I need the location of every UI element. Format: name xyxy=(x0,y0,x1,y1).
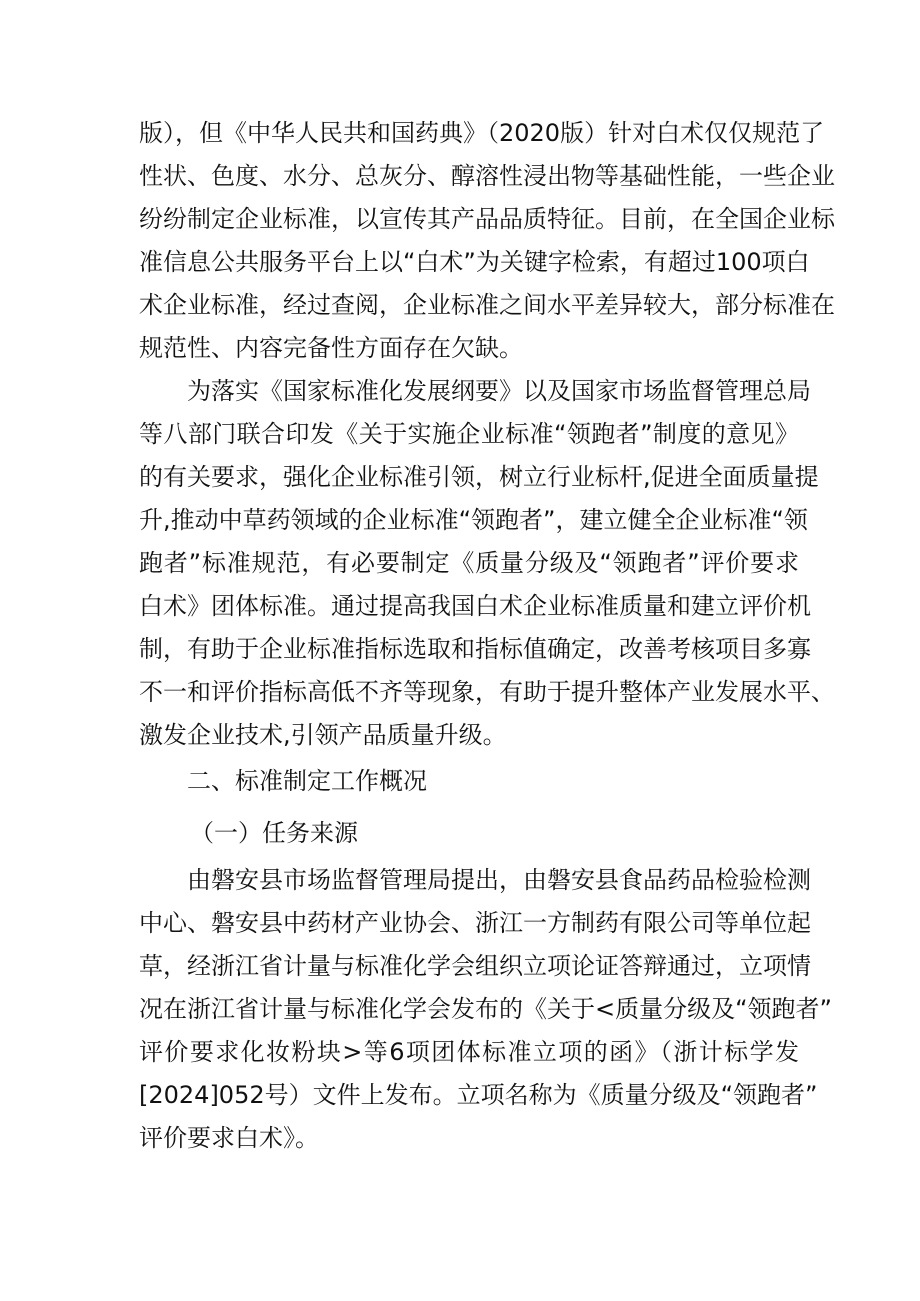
paragraph-2-line-7: 制，有助于企业标准指标选取和指标值确定，改善考核项目多寡 xyxy=(139,635,811,663)
paragraph-2-line-8: 不一和评价指标高低不齐等现象，有助于提升整体产业发展水平、 xyxy=(139,678,835,706)
paragraph-2-line-4: 升,推动中草药领域的企业标准“领跑者”，建立健全企业标准“领 xyxy=(139,506,808,534)
paragraph-3-line-4: 况在浙江省计量与标准化学会发布的《关于<质量分级及“领跑者” xyxy=(139,995,832,1023)
paragraph-1-line-1: 版），但《中华人民共和国药典》（2020版）针对白术仅仅规范了 xyxy=(139,119,825,147)
paragraph-2-line-3: 的有关要求，强化企业标准引领，树立行业标杆,促进全面质量提 xyxy=(139,463,819,491)
paragraph-3-line-6: [2024]052号）文件上发布。立项名称为《质量分级及“领跑者” xyxy=(139,1081,818,1109)
paragraph-1-line-5: 术企业标准，经过查阅，企业标准之间水平差异较大，部分标准在 xyxy=(139,291,835,319)
paragraph-2-line-2: 等八部门联合印发《关于实施企业标准“领跑者”制度的意见》 xyxy=(139,420,799,448)
paragraph-1-line-4: 准信息公共服务平台上以“白术”为关键字检索，有超过100项白 xyxy=(139,248,810,276)
subsection-heading: （一）任务来源 xyxy=(190,819,358,847)
paragraph-3-line-1: 由磐安县市场监督管理局提出，由磐安县食品药品检验检测 xyxy=(187,866,811,894)
paragraph-3-line-7: 评价要求白术》。 xyxy=(139,1124,319,1152)
paragraph-3-line-5: 评价要求化妆粉块>等6项团体标准立项的函》（浙计标学发 xyxy=(139,1038,799,1066)
paragraph-1-line-2: 性状、色度、水分、总灰分、醇溶性浸出物等基础性能，一些企业 xyxy=(139,162,835,190)
paragraph-2-line-1: 为落实《国家标准化发展纲要》以及国家市场监督管理总局 xyxy=(187,377,811,405)
paragraph-2-line-6: 白术》团体标准。通过提高我国白术企业标准质量和建立评价机 xyxy=(139,592,811,620)
paragraph-1-line-6: 规范性、内容完备性方面存在欠缺。 xyxy=(139,334,523,362)
paragraph-2-line-5: 跑者”标准规范，有必要制定《质量分级及“领跑者”评价要求 xyxy=(139,549,799,577)
paragraph-1-line-3: 纷纷制定企业标准，以宣传其产品品质特征。目前，在全国企业标 xyxy=(139,205,835,233)
section-heading: 二、标准制定工作概况 xyxy=(187,767,427,795)
paragraph-2-line-9: 激发企业技术,引领产品质量升级。 xyxy=(139,721,507,749)
paragraph-3-line-2: 中心、磐安县中药材产业协会、浙江一方制药有限公司等单位起 xyxy=(139,909,811,937)
paragraph-3-line-3: 草，经浙江省计量与标准化学会组织立项论证答辩通过，立项情 xyxy=(139,952,811,980)
